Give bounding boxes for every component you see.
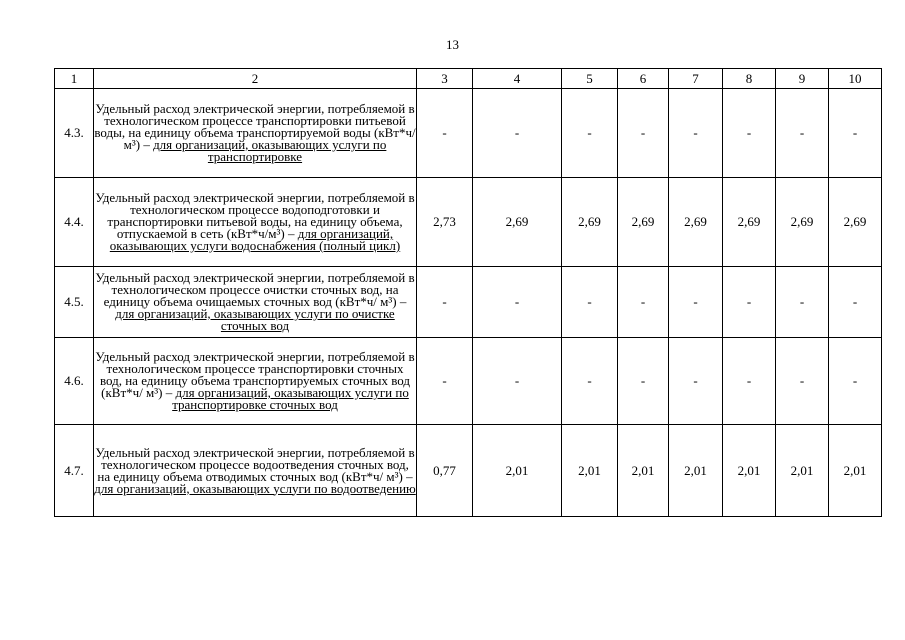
value-cell: 2,01 — [829, 425, 882, 517]
value-cell: - — [723, 267, 776, 338]
description-underlined: для организаций, оказывающих услуги по водоотведению — [94, 480, 416, 496]
value-cell: - — [618, 267, 669, 338]
value-cell: - — [473, 267, 562, 338]
value-cell: - — [417, 89, 473, 178]
header-cell: 3 — [417, 69, 473, 89]
description-text: Удельный расход электрической энергии, потребляемой в технологическом процессе водоотведения сточных вод, на единицу объема отводимых сточных вод (кВт*ч/ м³) – — [95, 444, 415, 484]
value-cell: 2,73 — [417, 178, 473, 267]
value-cell: 2,69 — [473, 178, 562, 267]
page-number: 13 — [446, 37, 459, 52]
value-cell: - — [562, 338, 618, 425]
row-description — [94, 425, 417, 517]
value-cell: - — [776, 89, 829, 178]
value-cell: - — [669, 89, 723, 178]
value-cell: - — [618, 338, 669, 425]
table-header-row — [55, 69, 882, 89]
row-number: 4.3. — [55, 89, 94, 178]
table-row — [55, 425, 882, 517]
table-row — [55, 338, 882, 425]
value-cell: - — [723, 89, 776, 178]
header-cell: 7 — [669, 69, 723, 89]
value-cell: 0,77 — [417, 425, 473, 517]
value-cell: - — [562, 267, 618, 338]
header-cell: 5 — [562, 69, 618, 89]
value-cell: 2,01 — [669, 425, 723, 517]
value-cell: 2,69 — [776, 178, 829, 267]
row-description — [94, 338, 417, 425]
value-cell: 2,69 — [618, 178, 669, 267]
value-cell: 2,69 — [562, 178, 618, 267]
value-cell: 2,01 — [618, 425, 669, 517]
value-cell: - — [776, 267, 829, 338]
value-cell: 2,69 — [829, 178, 882, 267]
value-cell: - — [417, 338, 473, 425]
indicator-table — [54, 68, 882, 517]
value-cell: - — [417, 267, 473, 338]
header-cell: 1 — [55, 69, 94, 89]
header-cell: 2 — [94, 69, 417, 89]
table-row — [55, 89, 882, 178]
value-cell: 2,01 — [776, 425, 829, 517]
value-cell: - — [829, 89, 882, 178]
row-number: 4.6. — [55, 338, 94, 425]
header-cell: 4 — [473, 69, 562, 89]
value-cell: - — [562, 89, 618, 178]
value-cell: - — [776, 338, 829, 425]
table-row — [55, 267, 882, 338]
row-description — [94, 89, 417, 178]
header-cell: 9 — [776, 69, 829, 89]
description-underlined: для организаций, оказывающих услуги водоснабжения (полный цикл) — [109, 226, 401, 253]
description-text: Удельный расход электрической энергии, потребляемой в технологическом процессе транспортировки питьевой воды, на единицу объема транспортируемой воды (кВт*ч/м³) – — [94, 101, 416, 152]
description-text: Удельный расход электрической энергии, потребляемой в технологическом процессе транспортировки сточных вод, на единицу объема транспортируемых сточных вод (кВт*ч/ м³) – — [95, 349, 415, 400]
value-cell: - — [829, 267, 882, 338]
row-description — [94, 178, 417, 267]
value-cell: - — [618, 89, 669, 178]
row-description — [94, 267, 417, 338]
header-cell: 6 — [618, 69, 669, 89]
row-number: 4.5. — [55, 267, 94, 338]
description-underlined: для организаций, оказывающих услуги по транспортировке — [153, 137, 387, 164]
header-cell: 10 — [829, 69, 882, 89]
value-cell: - — [473, 338, 562, 425]
value-cell: - — [723, 338, 776, 425]
value-cell: - — [669, 338, 723, 425]
row-number: 4.7. — [55, 425, 94, 517]
value-cell: - — [669, 267, 723, 338]
value-cell: 2,69 — [723, 178, 776, 267]
value-cell: 2,01 — [473, 425, 562, 517]
description-text: Удельный расход электрической энергии, потребляемой в технологическом процессе очистки сточных вод, на единицу объема очищаемых сточных вод (кВт*ч/ м³) – — [95, 270, 415, 309]
value-cell: 2,69 — [669, 178, 723, 267]
row-number: 4.4. — [55, 178, 94, 267]
value-cell: - — [829, 338, 882, 425]
description-text: Удельный расход электрической энергии, потребляемой в технологическом процессе водоподготовки и транспортировки питьевой воды, на единицу объема, отпускаемой в сеть (кВт*ч/м³) – — [95, 190, 415, 241]
table-row — [55, 178, 882, 267]
header-cell: 8 — [723, 69, 776, 89]
value-cell: - — [473, 89, 562, 178]
description-underlined: для организаций, оказывающих услуги по очистке сточных вод — [115, 306, 395, 333]
description-underlined: для организаций, оказывающих услуги по транспортировке сточных вод — [172, 385, 409, 412]
value-cell: 2,01 — [723, 425, 776, 517]
value-cell: 2,01 — [562, 425, 618, 517]
